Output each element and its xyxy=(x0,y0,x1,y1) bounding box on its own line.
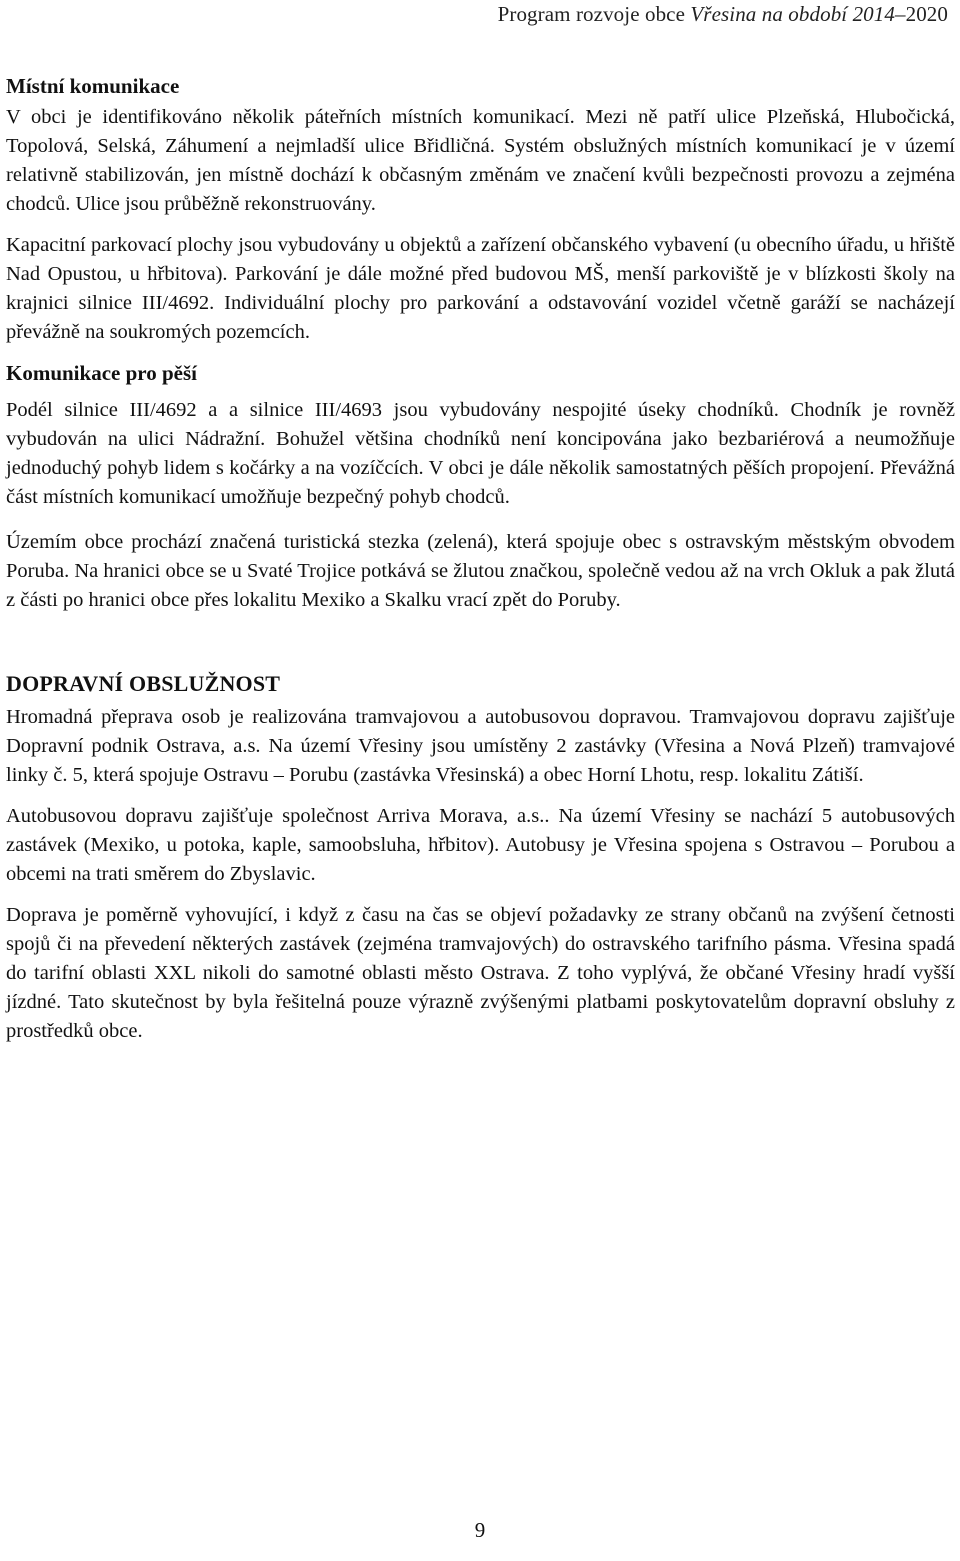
heading-transport: DOPRAVNÍ OBSLUŽNOST xyxy=(6,671,281,696)
page-number: 9 xyxy=(474,1518,486,1542)
header-italic: Vřesina na období 2014 xyxy=(690,2,895,26)
heading-local-roads: Místní komunikace xyxy=(6,74,180,98)
paragraph-transport-2: Autobusovou dopravu zajišťuje společnost Arriva Morava, a.s.. Na území Vřesiny se nachází 5 autobusových zastávek (Mexiko, u potoka, kaple, samoobsluha, hřbitov). Autobusy je Vřesina spojena s Ostravou – Porubou a obcemi na trati směrem do Zbyslavic. xyxy=(6,805,955,885)
paragraph-local-roads-1: V obci je identifikováno několik páteřních místních komunikací. Mezi ně patří ulice Plzeňská, Hlubočická, Topolová, Selská, Záhumení a nejmladší ulice Břidličná. Systém obslužných místních komunikací je v území relativně stabilizován, jen místně dochází k občasným změnám ve značení kvůli bezpečnosti provozu a zejména chodců. Ulice jsou průběžně rekonstruovány. xyxy=(6,106,955,215)
header-prefix: Program rozvoje obce xyxy=(497,2,691,26)
heading-pedestrian: Komunikace pro pěší xyxy=(6,361,197,385)
paragraph-pedestrian-2: Územím obce prochází značená turistická stezka (zelená), která spojuje obec s ostravským městským obvodem Poruba. Na hranici obce se u Svaté Trojice potkává se žlutou značkou, společně vedou až na vrch Okluk a pak žlutá z části po hranici obce přes lokalitu Mexiko a Skalku vrací zpět do Poruby. xyxy=(6,531,955,611)
header-suffix: –2020 xyxy=(895,2,948,26)
paragraph-pedestrian-1: Podél silnice III/4692 a a silnice III/4693 jsou vybudovány nespojité úseky chodníků. Chodník je rovněž vybudován na ulici Nádražní. Bohužel většina chodníků není koncipována jako bezbariérová a neumožňuje jednoduchý pohyb lidem s kočárky a na vozíčcích. V obci je dále několik samostatných pěších propojení. Převážná část místních komunikací umožňuje bezpečný pohyb chodců. xyxy=(6,399,955,508)
paragraph-local-roads-2: Kapacitní parkovací plochy jsou vybudovány u objektů a zařízení občanského vybavení (u obecního úřadu, u hřiště Nad Opustou, u hřbitova). Parkování je dále možné před budovou MŠ, menší parkoviště je v blízkosti školy na krajnici silnice III/4692. Individuální plochy pro parkování a odstavování vozidel včetně garáží se nacházejí převážně na soukromých pozemcích. xyxy=(6,234,955,343)
running-header xyxy=(498,2,948,27)
paragraph-transport-1: Hromadná přeprava osob je realizována tramvajovou a autobusovou dopravou. Tramvajovou dopravu zajišťuje Dopravní podnik Ostrava, a.s. Na území Vřesiny jsou umístěny 2 zastávky (Vřesina a Nová Plzeň) tramvajové linky č. 5, která spojuje Ostravu – Porubu (zastávka Vřesinská) a obec Horní Lhotu, resp. lokalitu Zátiší. xyxy=(6,706,955,786)
document-body xyxy=(6,72,955,1058)
paragraph-transport-3: Doprava je poměrně vyhovující, i když z času na čas se objeví požadavky ze strany občanů na zvýšení četnosti spojů či na převedení některých zastávek (zejména tramvajových) do ostravského tarifního pásma. Vřesina spadá do tarifní oblasti XXL nikoli do samotné oblasti město Ostrava. Z toho vyplývá, že občané Vřesiny hradí vyšší jízdné. Tato skutečnost by byla řešitelná pouze výrazně zvýšenými platbami poskytovatelům dopravní obsluhy z prostředků obce. xyxy=(6,904,955,1042)
